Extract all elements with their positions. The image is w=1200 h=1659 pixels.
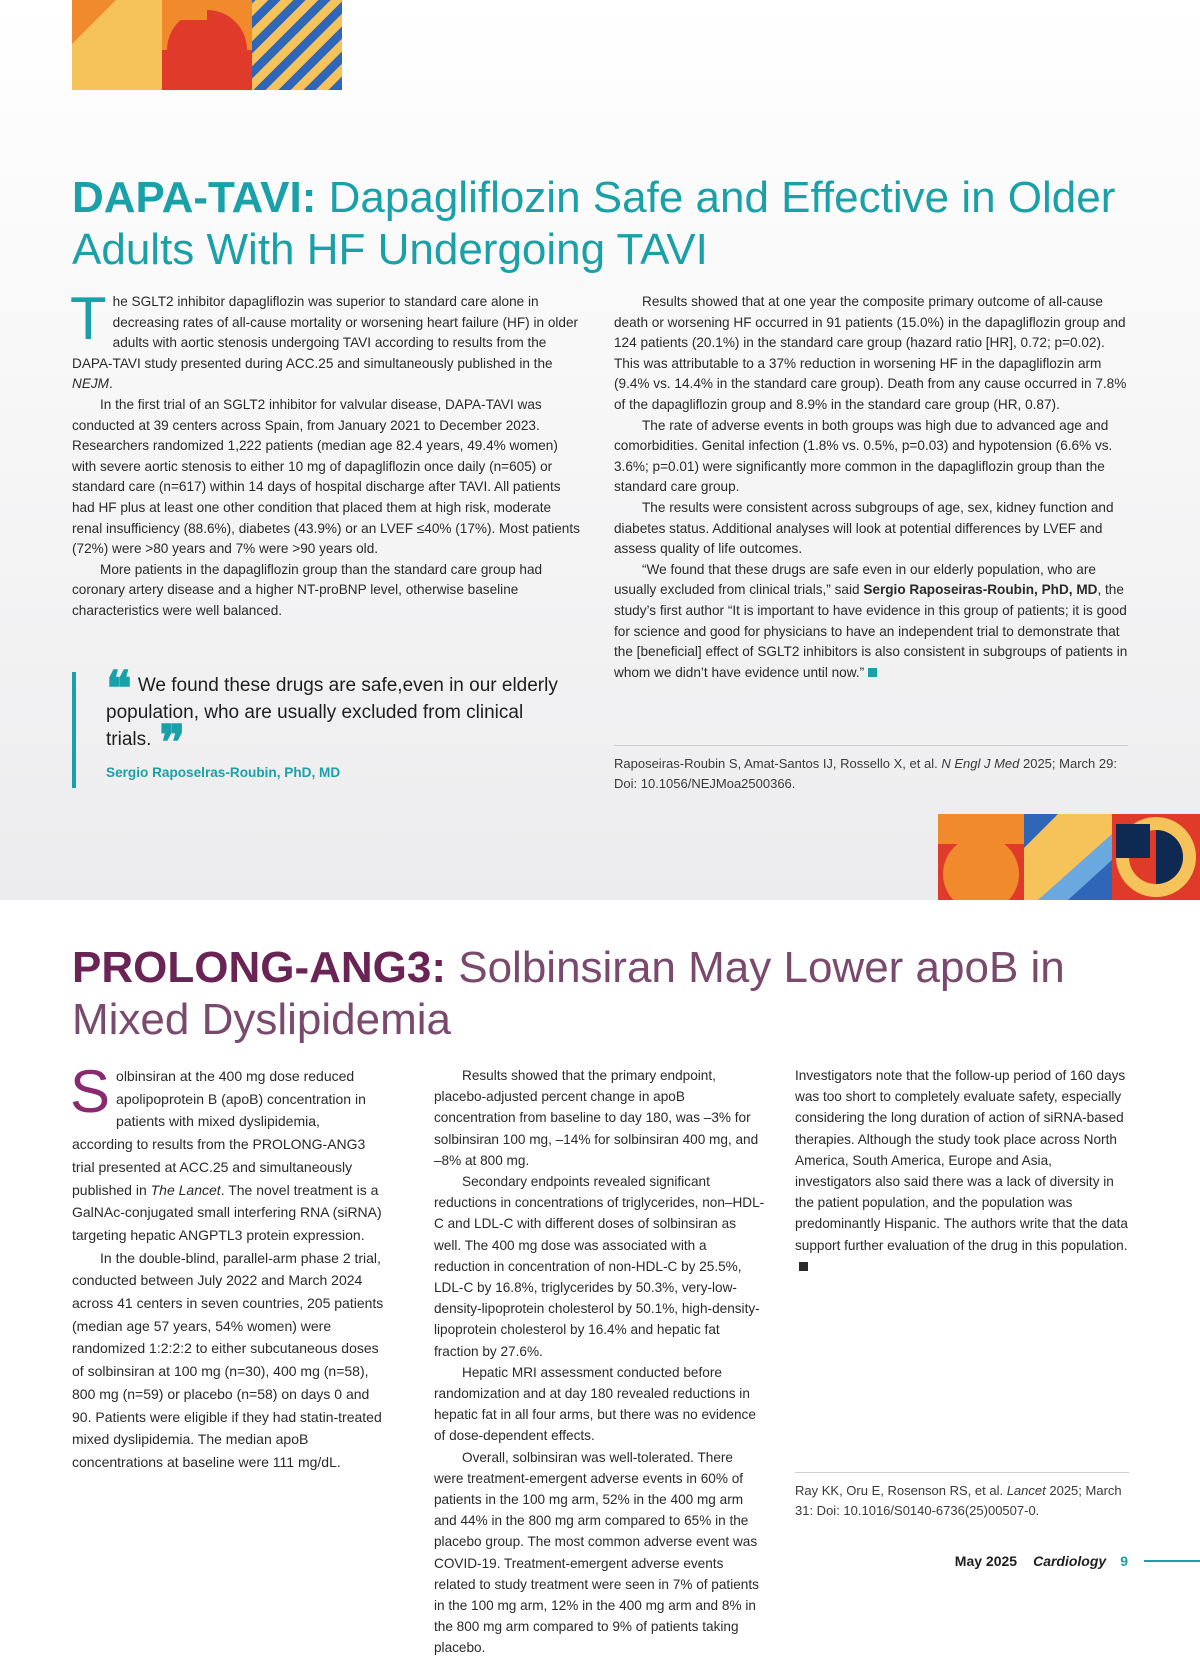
article2-p1-end: . The novel treatment is a GalNAc-conjugated small interfering RNA (siRNA) targeting hepatic ANGPTL3 protein expression. [72, 1181, 382, 1243]
article1-p7-start: “We found that these drugs are safe even in our elderly population, who are usually excluded from clinical trials,” said [614, 561, 1096, 598]
article2-ref-doi: 2025; March 31: Doi: 10.1016/S0140-6736(25)00507-0. [795, 1483, 1122, 1518]
article2-paragraph-7: Investigators note that the follow-up period of 160 days was too short to completely evaluate safety, especially considering the long duration of action of siRNA-based therapies. Although the study took place across North America, South America, Europe and Asia, investigators also said there was a lack of diversity in the patient population, and the population was predominantly Hispanic. The authors write that the data support further evaluation of the drug in this population. [795, 1068, 1128, 1253]
footer-rule [1144, 1560, 1200, 1562]
article2-reference [795, 1472, 1129, 1521]
pull-quote-body: We found these drugs are safe,even in our elderly population, who are usually excluded from clinical trials. [106, 675, 558, 750]
article1-ref-journal: N Engl J Med [941, 756, 1020, 771]
article1-paragraph-5: The rate of adverse events in both groups was high due to advanced age and comorbidities. Genital infection (1.8% vs. 0.5%, p=0.03) and hypotension (6.6% vs. 3.6%; p=0.01) were significantly more common in the dapagliflozin group than the standard care group. [614, 417, 1113, 495]
article2-ref-authors: Ray KK, Oru E, Rosenson RS, et al. [795, 1483, 1007, 1498]
article1-headline [72, 172, 1142, 276]
article1-p7-end: , the study’s first author “It is important to have evidence in this group of patients; it is good for science and good for physicians to have an independent trial to demonstrate that the [beneficial] effect of SGLT2 inhibitors is also consistent in subgroups of patients in whom we didn’t have evidence until now.” [614, 582, 1128, 680]
pull-quote [72, 661, 592, 788]
article1-paragraph-4: Results showed that at one year the composite primary outcome of all-cause death or worsening HF occurred in 91 patients (15.0%) in the dapagliflozin group and 124 patients (20.1%) in the standard care group (hazard ratio [HR], 0.72; p=0.02). This was attributable to a 37% reduction in worsening HF in the dapagliflozin arm (9.4% vs. 14.4% in the standard care group). Death from any cause occurred in 7.8% of the dapagliflozin group and 8.9% in the standard care group (HR, 0.87). [614, 294, 1127, 412]
article2-column-2 [434, 1065, 766, 1659]
article1-ref-doi: 2025; March 29: Doi: 10.1056/NEJMoa2500366. [614, 756, 1117, 791]
open-quote-icon: ❝ [106, 661, 132, 717]
pull-quote-text [106, 661, 592, 771]
article1-headline-rest: Dapagliflozin Safe and Effective in Older Adults With HF Undergoing TAVI [72, 173, 1116, 274]
article1-column-1 [70, 285, 584, 622]
article1-p7-name: Sergio Raposeiras-Roubin, PhD, MD [863, 582, 1098, 598]
article2-ref-journal: Lancet [1006, 1483, 1046, 1498]
article1-paragraph-2: In the first trial of an SGLT2 inhibitor for valvular disease, DAPA-TAVI was conducted at 39 centers across Spain, from January 2021 to December 2023. Researchers randomized 1,222 patients (median age 82.4 years, 49.4% women) with severe aortic stenosis to either 10 mg of dapagliflozin once daily (n=605) or standard care (n=617) within 14 days of hospital discharge after TAVI. All patients had HF plus at least one other condition that placed them at high risk, moderate renal insufficiency (88.6%), diabetes (43.9%) or an LVEF ≤40% (17%). Most patients (72%) were >80 years and 7% were >90 years old. [72, 396, 580, 557]
article2-paragraph-5: Hepatic MRI assessment conducted before randomization and at day 180 revealed reductions in hepatic fat in all four arms, but there was no evidence of dose-dependent effects. [434, 1364, 756, 1444]
pull-quote-author: Sergio Raposelras-Roubin, PhD, MD [106, 765, 341, 780]
article1-paragraph-7 [614, 560, 1128, 684]
article1-column-2 [614, 292, 1128, 683]
article2-headline-bold: PROLONG-ANG3: [72, 943, 446, 992]
end-mark-icon [868, 668, 877, 677]
article1-p1-end: . [109, 376, 113, 392]
article2-p1-text: olbinsiran at the 400 mg dose reduced apolipoprotein B (apoB) concentration in patients with mixed dyslipidemia, according to results from the PROLONG-ANG3 trial presented at ACC.25 and simultaneously published in [72, 1068, 366, 1198]
article2-p1-journal: The Lancet [150, 1181, 221, 1198]
article2-column-3 [795, 1065, 1129, 1277]
article1-ref-authors: Raposeiras-Roubin S, Amat-Santos IJ, Rossello X, et al. [614, 756, 942, 771]
geometric-banner-top [72, 0, 342, 90]
article1-reference [614, 745, 1128, 794]
article2-headline-rest: Solbinsiran May Lower apoB in Mixed Dyslipidemia [72, 943, 1065, 1044]
article2-column-1 [70, 1058, 384, 1474]
footer-issue-date: May 2025 [954, 1553, 1018, 1569]
article2-paragraph-1 [70, 1058, 384, 1247]
article2-paragraph-4: Secondary endpoints revealed significant reductions in concentrations of triglycerides, non–HDL-C and LDL-C with different doses of solbinsiran as well. The 400 mg dose was associated with a reduction in concentration of non-HDL-C by 25.5%, LDL-C by 16.8%, triglycerides by 50.3%, very-low-density-lipoprotein cholesterol by 50.1%, high-density-lipoprotein cholesterol by 16.4% and hepatic fat fraction by 27.6%. [434, 1174, 765, 1359]
article1-p1-journal: NEJM [72, 376, 110, 392]
end-mark-icon [799, 1262, 808, 1271]
page-number: 9 [1120, 1553, 1128, 1569]
page-footer [955, 1551, 1200, 1571]
article1-dropcap: T [70, 285, 107, 352]
article1-paragraph-3: More patients in the dapagliflozin group than the standard care group had coronary artery disease and a higher NT-proBNP level, otherwise baseline characteristics were well balanced. [72, 561, 543, 618]
geometric-banner-middle [938, 814, 1200, 900]
article1-p1-text: he SGLT2 inhibitor dapagliflozin was superior to standard care alone in decreasing rates of all-cause mortality or worsening heart failure (HF) in older adults with aortic stenosis undergoing TAVI according to results from the DAPA-TAVI study presented during ACC.25 and simultaneously published in the [72, 294, 579, 371]
article2-paragraph-2: In the double-blind, parallel-arm phase 2 trial, conducted between July 2022 and March 2024 across 41 centers in seven countries, 205 patients (median age 57 years, 54% women) were randomized 1:2:2:2 to either subcutaneous doses of solbinsiran at 100 mg (n=30), 400 mg (n=58), 800 mg (n=59) or placebo (n=58) on days 0 and 90. Patients were eligible if they had statin-treated mixed dyslipidemia. The median apoB concentrations at baseline were 111 mg/dL. [72, 1249, 384, 1470]
article2-headline [72, 942, 1142, 1046]
article1-paragraph-6: The results were consistent across subgroups of age, sex, kidney function and diabetes status. Additional analyses will look at potential differences by LVEF and assess quality of life outcomes. [614, 499, 1114, 557]
article1-headline-bold: DAPA-TAVI: [72, 173, 317, 222]
article1-paragraph-1 [70, 285, 584, 395]
article2-paragraph-6: Overall, solbinsiran was well-tolerated. There were treatment-emergent adverse events in 60% of patients in the 100 mg arm, 52% in the 400 mg arm and 44% in the 800 mg arm compared to 65% in the placebo group. The most common adverse event was COVID-19. Treatment-emergent adverse events related to study treatment were seen in 7% of patients in the 100 mg arm, 12% in the 400 mg arm and 8% in the 800 mg arm compared to 9% of patients taking placebo. [434, 1449, 759, 1656]
footer-magazine-name: Cardiology [1033, 1553, 1107, 1569]
article2-dropcap: S [70, 1058, 111, 1125]
article2-paragraph-3: Results showed that the primary endpoint, placebo-adjusted percent change in apoB concentration from baseline to day 180, was –3% for solbinsiran 100 mg, –14% for solbinsiran 400 mg, and –8% at 800 mg. [434, 1068, 759, 1168]
close-quote-icon: ❞ [159, 715, 186, 771]
